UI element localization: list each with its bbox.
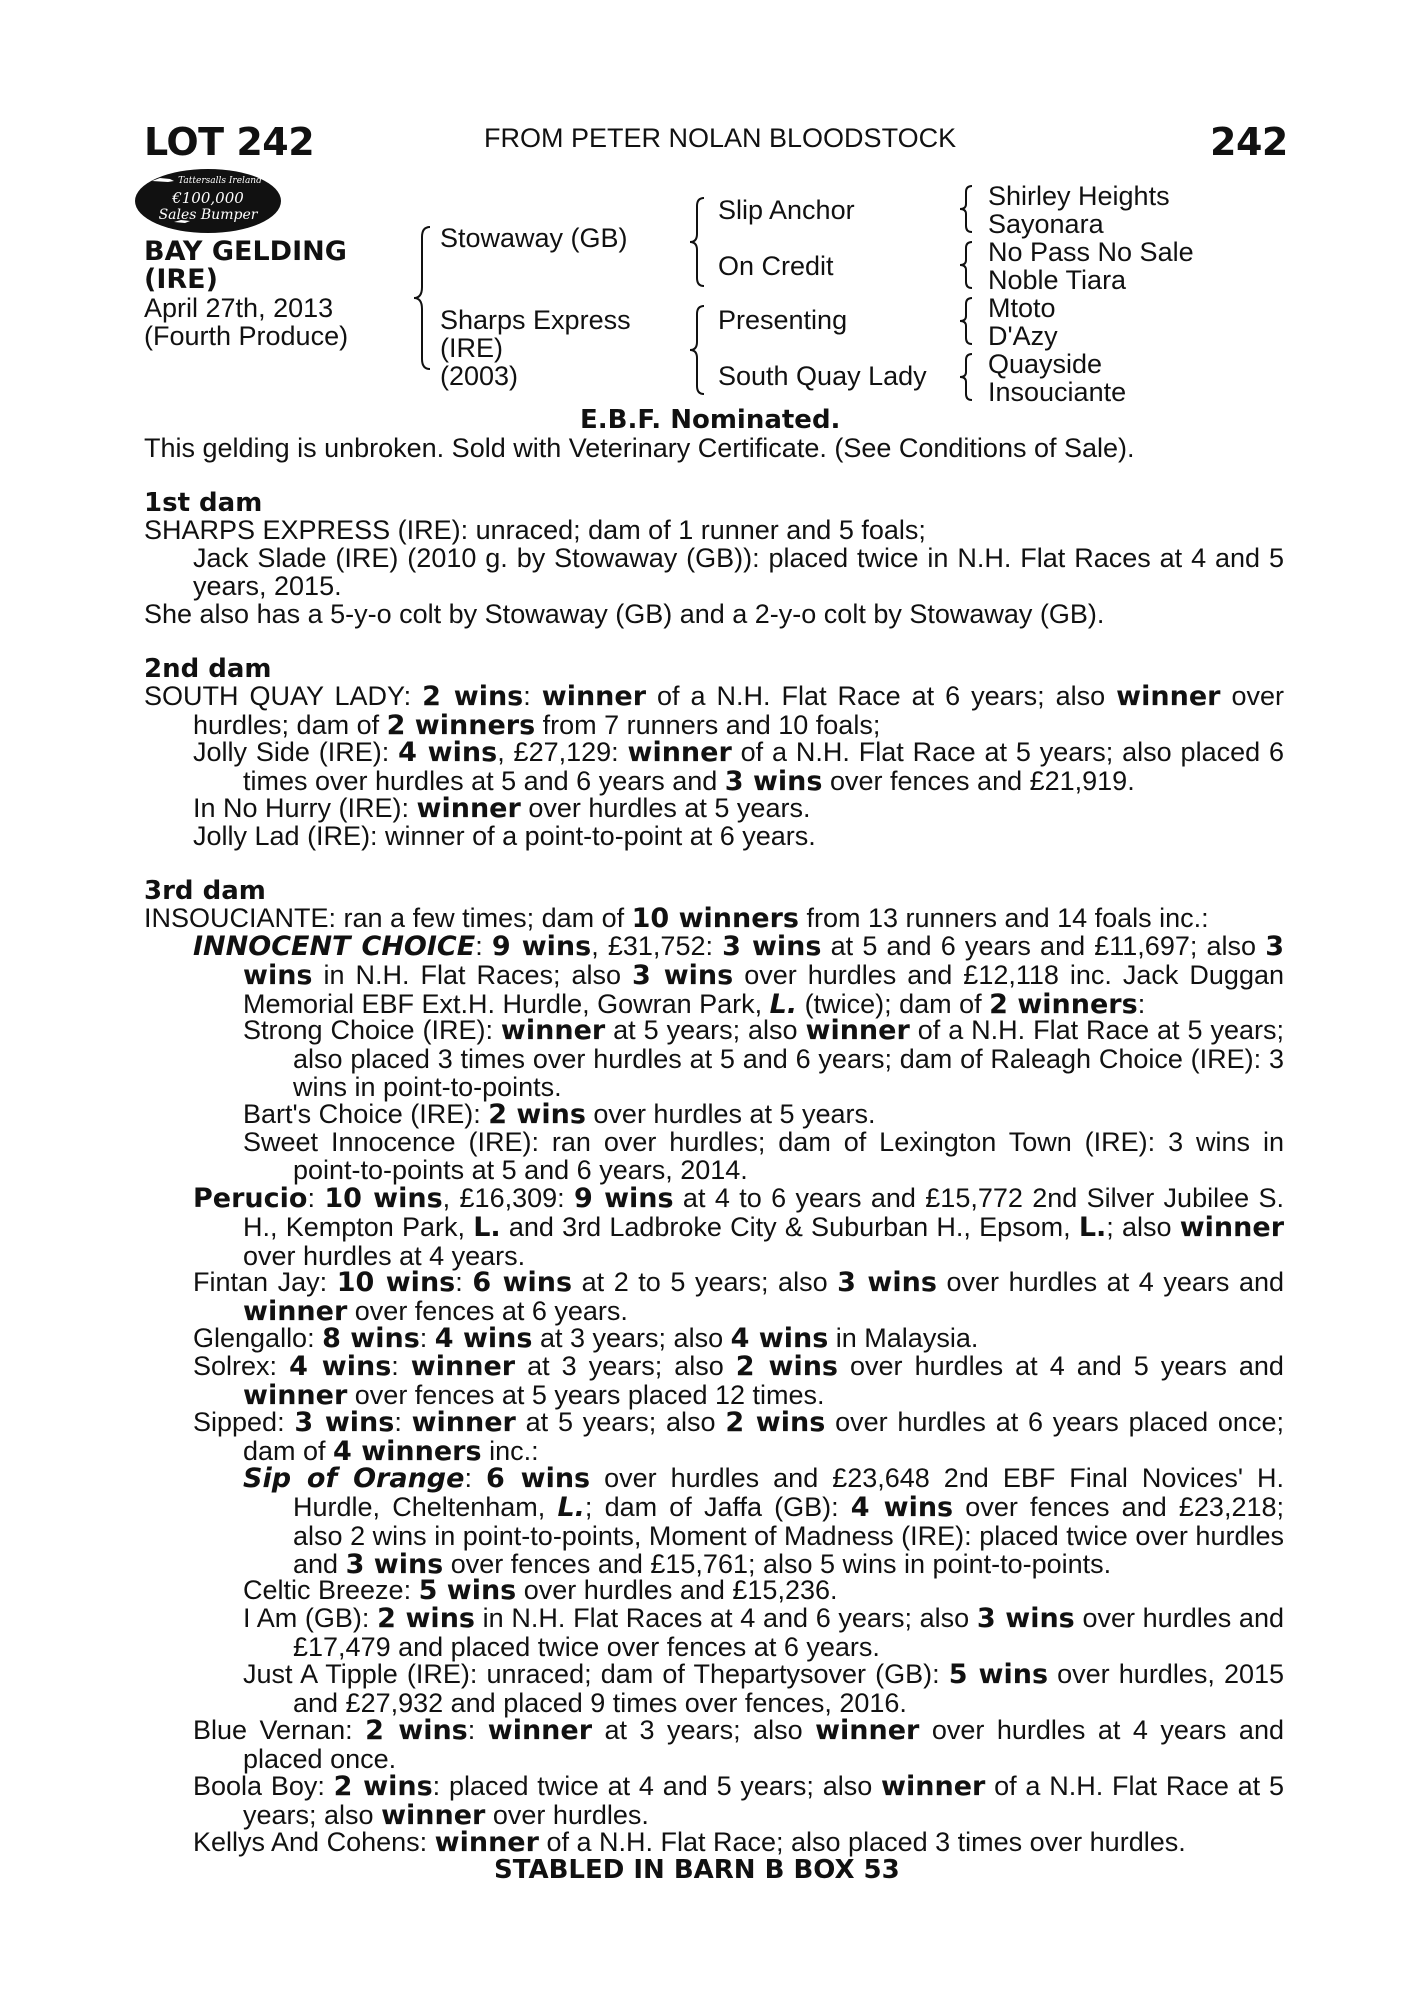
dam3-progeny-fintan-jay: Fintan Jay: 10 wins: 6 wins at 2 to 5 years; also 3 wins over hurdles at 4 years and winner over fences at 6 years. xyxy=(193,1267,1284,1327)
heading-2nd-dam: 2nd dam xyxy=(144,654,272,684)
dam3-progeny-glengallo: Glengallo: 8 wins: 4 wins at 3 years; also 4 wins in Malaysia. xyxy=(193,1323,979,1354)
dam-line2: (IRE) xyxy=(440,333,503,363)
progeny-barts-choice: Bart's Choice (IRE): 2 wins over hurdles at 5 years. xyxy=(243,1099,876,1130)
dam2-intro: SOUTH QUAY LADY: 2 wins: winner of a N.H. Flat Race at 6 years; also winner over hurdles; dam of 2 winners from 7 runners and 10 foals; xyxy=(144,681,1284,741)
pedigree-brace-main xyxy=(412,225,434,371)
dam3-progeny-boola-boy: Boola Boy: 2 wins: placed twice at 4 and 5 years; also winner of a N.H. Flat Race at 5 years; also winner over hurdles. xyxy=(193,1771,1284,1831)
dd-dam: Insouciante xyxy=(988,377,1127,407)
pedigree-brace-sire xyxy=(688,196,708,288)
sire-dam: On Credit xyxy=(718,251,834,281)
dam2-progeny-in-no-hurry: In No Hurry (IRE): winner over hurdles at 5 years. xyxy=(193,793,811,824)
sales-bumper-badge xyxy=(134,168,282,234)
pedigree-brace-ss xyxy=(958,184,976,234)
sale-note: This gelding is unbroken. Sold with Veterinary Certificate. (See Conditions of Sale). xyxy=(144,433,1135,463)
dam3-progeny-perucio: Perucio: 10 wins, £16,309: 9 wins at 4 to 6 years and £15,772 2nd Silver Jubilee S. H., Kempton Park, L. and 3rd Ladbroke City & Suburban H., Epsom, L.; also winner over hurdles at 4 years. xyxy=(193,1183,1285,1271)
sd-dam: Noble Tiara xyxy=(988,265,1127,295)
horse-origin: (IRE) xyxy=(144,264,218,295)
dam3-progeny-kellys-and-cohens: Kellys And Cohens: winner of a N.H. Flat Race; also placed 3 times over hurdles. xyxy=(193,1827,1186,1858)
dam3-progeny-sipped: Sipped: 3 wins: winner at 5 years; also 2 wins over hurdles at 6 years placed once; dam of 4 winners inc.: xyxy=(193,1407,1284,1467)
dam3-progeny-solrex: Solrex: 4 wins: winner at 3 years; also 2 wins over hurdles at 4 and 5 years and winner over fences at 5 years placed 12 times. xyxy=(193,1351,1284,1411)
badge-line3: Sales Bumper xyxy=(158,207,258,223)
ss-dam: Sayonara xyxy=(988,209,1104,239)
horse-sex-colour: BAY GELDING xyxy=(144,236,347,267)
progeny-strong-choice: Strong Choice (IRE): winner at 5 years; also winner of a N.H. Flat Race at 5 years; also placed 3 times over hurdles at 5 and 6 years; dam of Raleagh Choice (IRE): 3 wins in point-to-points. xyxy=(243,1015,1284,1102)
dam2-progeny-jolly-side: Jolly Side (IRE): 4 wins, £27,129: winner of a N.H. Flat Race at 5 years; also placed 6 times over hurdles at 5 and 6 years and 3 wins over fences and £21,919. xyxy=(193,737,1284,797)
progeny-i-am: I Am (GB): 2 wins in N.H. Flat Races at 4 and 6 years; also 3 wins over hurdles and £17,479 and placed twice over fences at 6 years. xyxy=(243,1603,1284,1662)
dam3-progeny-innocent-choice: INNOCENT CHOICE: 9 wins, £31,752: 3 wins at 5 and 6 years and £11,697; also 3 wins in N.H. Flat Races; also 3 wins over hurdles and £12,118 inc. Jack Duggan Memorial EBF Ext.H. Hurdle, Gowran Park, L. (twice); dam of 2 winners: xyxy=(193,931,1284,1020)
dam-dam: South Quay Lady xyxy=(718,361,927,391)
dam-line1: Sharps Express xyxy=(440,305,631,335)
sire: Stowaway (GB) xyxy=(440,223,628,253)
badge-line2: €100,000 xyxy=(172,189,244,207)
ebf-nominated: E.B.F. Nominated. xyxy=(580,405,841,435)
ds-sire: Mtoto xyxy=(988,293,1056,323)
ss-sire: Shirley Heights xyxy=(988,181,1170,211)
badge-line1: Tattersalls Ireland xyxy=(178,176,262,186)
heading-3rd-dam: 3rd dam xyxy=(144,876,266,906)
lot-label: LOT 242 xyxy=(144,120,315,164)
pedigree-brace-sd xyxy=(958,240,976,290)
progeny-sweet-innocence: Sweet Innocence (IRE): ran over hurdles; dam of Lexington Town (IRE): 3 wins in point-to-points at 5 and 6 years, 2014. xyxy=(243,1127,1284,1185)
pedigree-brace-dam xyxy=(688,304,708,396)
badge-oval xyxy=(134,168,282,234)
progeny-just-a-tipple: Just A Tipple (IRE): unraced; dam of Thepartysover (GB): 5 wins over hurdles, 2015 and £27,932 and placed 9 times over fences, 2016. xyxy=(243,1659,1285,1718)
dam3-progeny-blue-vernan: Blue Vernan: 2 wins: winner at 3 years; also winner over hurdles at 4 years and placed once. xyxy=(193,1715,1284,1774)
dam-line3: (2003) xyxy=(440,361,519,391)
pedigree-brace-dd xyxy=(958,352,976,402)
sire-sire: Slip Anchor xyxy=(718,195,855,225)
stabling-location: STABLED IN BARN B BOX 53 xyxy=(494,1855,900,1885)
dam3-intro: INSOUCIANTE: ran a few times; dam of 10 winners from 13 runners and 14 foals inc.: xyxy=(144,903,1209,934)
dam-sire: Presenting xyxy=(718,305,848,335)
dam1-also-has: She also has a 5-y-o colt by Stowaway (GB) and a 2-y-o colt by Stowaway (GB). xyxy=(144,599,1105,629)
progeny-celtic-breeze: Celtic Breeze: 5 wins over hurdles and £15,236. xyxy=(243,1575,838,1606)
dam1-progeny-jack-slade: Jack Slade (IRE) (2010 g. by Stowaway (GB)): placed twice in N.H. Flat Races at 4 and 5 years, 2015. xyxy=(193,543,1284,601)
dd-sire: Quayside xyxy=(988,349,1103,379)
lot-number: 242 xyxy=(1210,120,1288,164)
consignor: FROM PETER NOLAN BLOODSTOCK xyxy=(484,123,957,153)
foaling-date: April 27th, 2013 xyxy=(144,293,334,323)
sd-sire: No Pass No Sale xyxy=(988,237,1194,267)
pedigree-brace-ds xyxy=(958,296,976,346)
dam1-intro: SHARPS EXPRESS (IRE): unraced; dam of 1 runner and 5 foals; xyxy=(144,515,926,545)
heading-1st-dam: 1st dam xyxy=(144,488,263,518)
dam2-progeny-jolly-lad: Jolly Lad (IRE): winner of a point-to-point at 6 years. xyxy=(193,821,816,851)
progeny-sip-of-orange: Sip of Orange: 6 wins over hurdles and £23,648 2nd EBF Final Novices' H. Hurdle, Cheltenham, L.; dam of Jaffa (GB): 4 wins over fences and £23,218; also 2 wins in point-to-points, Moment of Madness (IRE): placed twice over hurdles and 3 wins over fences and £15,761; also 5 wins in point-to-points. xyxy=(243,1463,1284,1580)
produce-number: (Fourth Produce) xyxy=(144,321,349,351)
ds-dam: D'Azy xyxy=(988,321,1058,351)
